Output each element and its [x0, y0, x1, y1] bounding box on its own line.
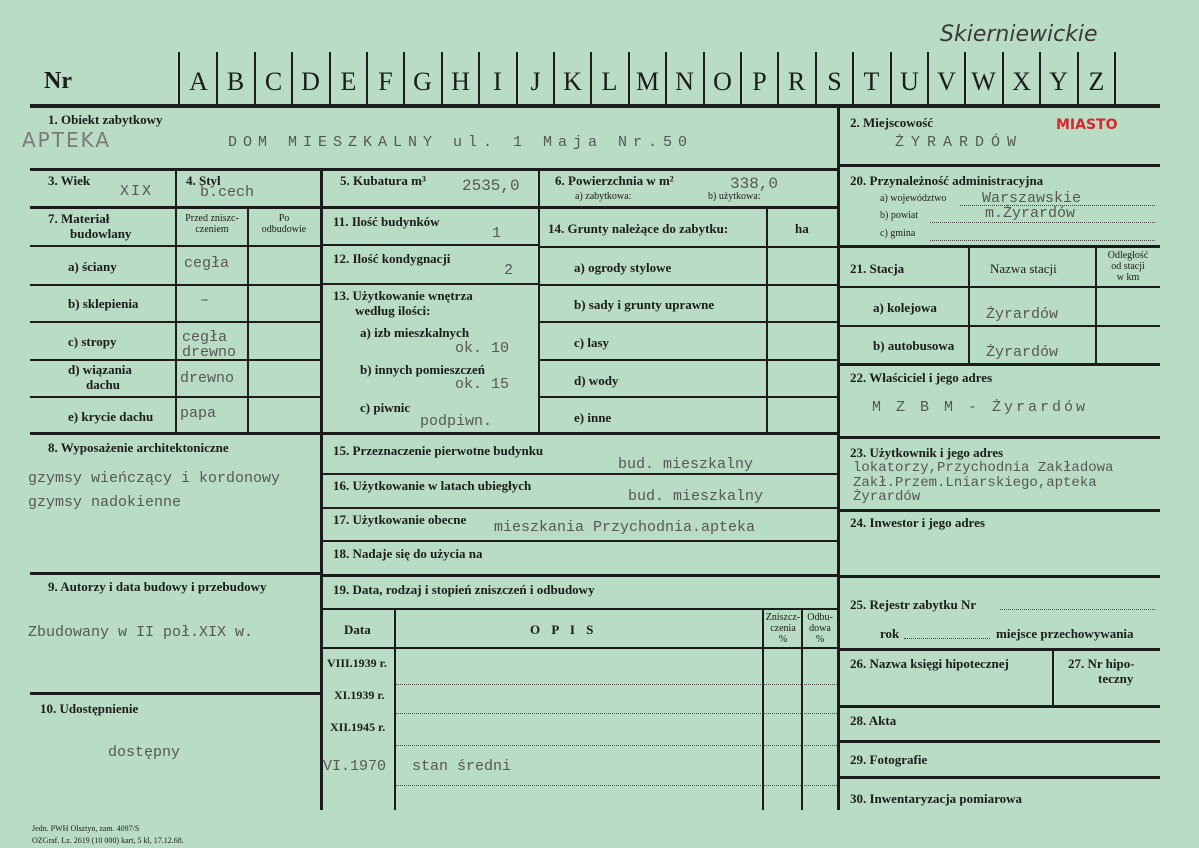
f14-row: b) sady i grunty uprawne — [574, 297, 715, 312]
f21-divider-1 — [968, 248, 970, 364]
f21-divider-2 — [1095, 248, 1097, 364]
f13-a-label: a) izb mieszkalnych — [360, 325, 470, 340]
f19-col-od-3: % — [815, 634, 825, 645]
f23-line-3: Żyrardów — [853, 489, 921, 505]
f19-row-date: VI.1970 — [323, 758, 387, 775]
f19-opis-divider — [762, 608, 764, 810]
f19-dotted-rule — [396, 684, 837, 685]
f7-row-rule — [30, 359, 320, 361]
f28-label: 28. Akta — [850, 713, 897, 728]
index-letter: T — [863, 67, 880, 96]
letter-divider — [703, 52, 705, 104]
f7-row-value: cegła — [184, 255, 230, 272]
f1-handwritten: APTEKA — [22, 128, 112, 152]
f7-col-before-1: Przed zniszc- — [185, 213, 239, 224]
f10-label: 10. Udostępnienie — [40, 701, 139, 716]
f3-label: 3. Wiek — [48, 173, 91, 188]
f7-label-2: budowlany — [70, 226, 132, 241]
letter-divider — [516, 52, 518, 104]
f19-dotted-rule — [396, 745, 837, 746]
f7-label-1: 7. Materiał — [48, 211, 110, 226]
letter-divider — [178, 52, 180, 104]
f7-row-label: d) wiązania — [68, 362, 132, 377]
f21-a-value: Żyrardów — [986, 306, 1059, 323]
f23-line-2: Zakł.Przem.Lniarskiego,apteka — [853, 475, 1097, 491]
f12-value: 2 — [504, 262, 514, 279]
f7-row-label-2: dachu — [86, 377, 120, 392]
index-letter: I — [493, 67, 502, 96]
f19-row-opis: stan średni — [412, 758, 512, 775]
footer-line-2: OZGraf. Lz. 2619 (10 000) kart, 5 kl, 17.12.68. — [32, 836, 184, 845]
f21-b-label: b) autobusowa — [873, 338, 955, 353]
f1-label: 1. Obiekt zabytkowy — [48, 112, 163, 127]
rule-below-f5 — [323, 206, 837, 209]
index-letter: Z — [1088, 67, 1105, 96]
f4-value: b.cech — [200, 184, 255, 201]
f7-row-label: a) ściany — [68, 259, 117, 274]
f21-label: 21. Stacja — [850, 261, 905, 276]
rule-below-f20 — [840, 245, 1160, 248]
f3-f4-divider — [175, 168, 177, 206]
f19-top-rule — [323, 608, 837, 610]
f8-line-1: gzymsy wieńczący i kordonowy — [28, 470, 281, 487]
column-divider-left — [320, 168, 323, 810]
f7-col-after — [249, 213, 319, 235]
f25-nr-dots — [1000, 609, 1155, 610]
f7-row-value: drewno — [180, 370, 235, 387]
index-letter: H — [451, 67, 470, 96]
rule-below-f11 — [323, 244, 538, 246]
f19-dotted-rule — [396, 713, 837, 714]
f20-a-label: a) województwo — [880, 193, 947, 204]
letter-divider — [329, 52, 331, 104]
f19-col-od-1: Odbu- — [807, 612, 833, 623]
f9-value: Zbudowany w II poł.XIX w. — [28, 624, 254, 641]
rule-below-f29 — [840, 776, 1160, 779]
f7-row-rule — [30, 321, 320, 323]
f1-value: DOM MIESZKALNY ul. 1 Maja Nr.50 — [228, 134, 694, 151]
index-letter: Y — [1049, 67, 1068, 96]
f14-row-rule — [540, 396, 837, 398]
f13-b-label: b) innych pomieszczeń — [360, 362, 485, 377]
f23-line-1: lokatorzy,Przychodnia Zakładowa — [853, 460, 1114, 476]
f20-label: 20. Przynależność administracyjna — [850, 173, 1044, 188]
f19-col-opis: O P I S — [530, 622, 598, 637]
f21-b-value: Żyrardów — [986, 344, 1059, 361]
f27-label-2: teczny — [1098, 671, 1134, 686]
letter-divider — [291, 52, 293, 104]
index-letter: S — [827, 67, 842, 96]
rule-below-f26 — [840, 705, 1160, 708]
letter-divider — [254, 52, 256, 104]
f19-col-zn-2: czenia — [770, 623, 796, 634]
f7-row-label: e) krycie dachu — [68, 409, 154, 424]
f13-c-value: podpiwn. — [420, 413, 493, 430]
f26-f27-divider — [1052, 651, 1054, 706]
f30-label: 30. Inwentaryzacja pomiarowa — [850, 791, 1022, 806]
f9-label: 9. Autorzy i data budowy i przebudowy — [48, 579, 267, 594]
f25-label: 25. Rejestr zabytku Nr — [850, 597, 977, 612]
f25-rok-dots — [904, 638, 990, 639]
index-letter: G — [413, 67, 432, 96]
letter-divider — [964, 52, 966, 104]
f14-unit: ha — [795, 221, 809, 236]
f19-label: 19. Data, rodzaj i stopień zniszczeń i odbudowy — [333, 582, 595, 597]
letter-divider — [927, 52, 929, 104]
rule-below-f16 — [323, 507, 837, 509]
letter-divider — [553, 52, 555, 104]
f19-row-date: XI.1939 r. — [334, 688, 385, 702]
f3-value: XIX — [120, 183, 154, 200]
f14-row: e) inne — [574, 410, 612, 425]
index-letter: K — [563, 67, 582, 96]
index-letter: D — [301, 67, 320, 96]
f19-dotted-rule — [396, 785, 837, 786]
f14-row: a) ogrody stylowe — [574, 260, 672, 275]
f18-label: 18. Nadaje się do użycia na — [333, 546, 483, 561]
f29-label: 29. Fotografie — [850, 752, 928, 767]
f15-label: 15. Przeznaczenie pierwotne budynku — [333, 443, 544, 458]
f22-label: 22. Właściciel i jego adres — [850, 370, 993, 385]
f4-label: 4. Styl — [186, 173, 221, 188]
letter-divider — [815, 52, 817, 104]
f14-row-rule — [540, 359, 837, 361]
rule-below-f23 — [840, 509, 1160, 512]
f7-header-rule — [30, 245, 320, 247]
rule-below-f9 — [30, 692, 320, 695]
rule-below-f22 — [840, 436, 1160, 439]
letter-divider — [852, 52, 854, 104]
f19-col-date: Data — [344, 622, 371, 637]
f17-value: mieszkania Przychodnia.apteka — [494, 519, 756, 536]
letter-divider — [1002, 52, 1004, 104]
rule-below-f8 — [30, 572, 320, 575]
f22-value: M Z B M - Żyrardów — [872, 399, 1089, 416]
f2-stamp: MIASTO — [1056, 117, 1118, 133]
f11-label: 11. Ilość budynków — [333, 214, 440, 229]
f21-col-dist-1: Odległość — [1107, 250, 1149, 261]
f21-col-name: Nazwa stacji — [990, 261, 1057, 276]
f5-value: 2535,0 — [462, 177, 520, 195]
f27-label-1: 27. Nr hipo- — [1068, 656, 1135, 671]
rule-below-f13 — [323, 432, 837, 435]
f20-b-dots — [930, 222, 1155, 223]
f6-a-label: a) zabytkowa: — [575, 191, 632, 202]
f14-row-rule — [540, 284, 837, 286]
index-letter: A — [189, 67, 208, 96]
f20-a-value: Warszawskie — [982, 190, 1082, 207]
letter-divider — [777, 52, 779, 104]
f7-row-label: c) stropy — [68, 334, 117, 349]
f13-c-label: c) piwnic — [360, 400, 411, 415]
rule-below-f21 — [840, 363, 1160, 366]
rule-below-f1 — [30, 168, 837, 171]
rule-below-f2 — [840, 164, 1160, 167]
f7-col-after-2: odbudowie — [261, 224, 307, 235]
f24-label: 24. Inwestor i jego adres — [850, 515, 985, 530]
f23-label: 23. Użytkownik i jego adres — [850, 445, 1004, 460]
letter-divider — [366, 52, 368, 104]
letter-divider — [890, 52, 892, 104]
rule-below-f7 — [30, 432, 320, 435]
nr-label: Nr — [44, 68, 72, 94]
index-letter: X — [1012, 67, 1031, 96]
f21-col-dist-2: od stacji — [1111, 261, 1145, 272]
index-letter: V — [937, 67, 956, 96]
f8-label: 8. Wyposażenie architektoniczne — [48, 440, 229, 455]
f19-date-divider — [394, 608, 396, 810]
f19-row-date: VIII.1939 r. — [327, 656, 387, 670]
letter-divider — [740, 52, 742, 104]
letter-divider — [1114, 52, 1116, 104]
f26-label: 26. Nazwa księgi hipotecznej — [850, 656, 1009, 671]
f19-col-zn-1: Zniszcz- — [765, 612, 801, 623]
index-letter: F — [378, 67, 393, 96]
f25-rok-label: rok — [880, 626, 900, 641]
f2-label: 2. Miejscowość — [850, 115, 934, 130]
index-letter: P — [752, 67, 767, 96]
letter-divider — [478, 52, 480, 104]
f6-label: 6. Powierzchnia w m² — [555, 173, 674, 188]
f14-label: 14. Grunty należące do zabytku: — [548, 221, 729, 236]
f14-header-rule — [540, 246, 837, 248]
f7-row-value-2: drewno — [182, 344, 237, 361]
index-letter: L — [601, 67, 618, 96]
index-letter: R — [787, 67, 806, 96]
rule-below-f17 — [323, 540, 837, 542]
f13-a-value: ok. 10 — [455, 340, 510, 357]
f7-row-value: – — [200, 292, 210, 309]
index-letter: E — [340, 67, 357, 96]
f16-label: 16. Użytkowanie w latach ubiegłych — [333, 478, 532, 493]
f7-row-value: cegła — [182, 329, 228, 346]
f19-zn-divider — [801, 608, 803, 810]
f19-row-date: XII.1945 r. — [330, 720, 386, 734]
f11-value: 1 — [492, 225, 502, 242]
f21-col-dist-3: w km — [1116, 272, 1140, 283]
index-letter: J — [530, 67, 541, 96]
f13-label-1: 13. Użytkowanie wnętrza — [333, 288, 473, 303]
f21-header-rule — [840, 286, 1160, 288]
index-letter: U — [900, 67, 919, 96]
f20-c-dots — [930, 240, 1155, 241]
letter-divider — [403, 52, 405, 104]
index-letter: N — [675, 67, 694, 96]
f19-col-zniszczenia — [764, 612, 802, 645]
f25-miejsce-label: miejsce przechowywania — [996, 626, 1134, 641]
letter-divider — [441, 52, 443, 104]
f20-b-value: m.Żyrardów — [985, 205, 1076, 222]
f19-col-od-2: dowa — [809, 623, 831, 634]
index-letter: W — [971, 67, 996, 96]
f12-label: 12. Ilość kondygnacji — [333, 251, 451, 266]
letter-divider — [1039, 52, 1041, 104]
f7-col-before-2: czeniem — [195, 224, 229, 235]
f19-col-zn-3: % — [778, 634, 788, 645]
footer-line-1: Jedn. PWH Olsztyn, zam. 4097/S — [32, 824, 140, 833]
letter-divider — [628, 52, 630, 104]
f7-row-rule — [30, 396, 320, 398]
f7-row-value: papa — [180, 405, 217, 422]
letter-divider — [590, 52, 592, 104]
rule-below-f12 — [323, 283, 538, 285]
f16-value: bud. mieszkalny — [628, 488, 764, 505]
f13-label-2: według ilości: — [355, 303, 431, 318]
f17-label: 17. Użytkowanie obecne — [333, 512, 467, 527]
index-letter: B — [226, 67, 245, 96]
index-letter: O — [713, 67, 732, 96]
f13-b-value: ok. 15 — [455, 376, 510, 393]
rule-below-f24 — [840, 575, 1160, 578]
f7-row-label: b) sklepienia — [68, 296, 139, 311]
rule-below-f28 — [840, 740, 1160, 743]
index-letter: M — [635, 67, 660, 96]
f5-label: 5. Kubatura m³ — [340, 173, 426, 188]
f2-value: ŻYRARDÓW — [895, 134, 1024, 151]
f6-b-label: b) użytkowa: — [708, 191, 761, 202]
f19-header-rule — [323, 647, 837, 649]
f20-c-label: c) gmina — [880, 228, 916, 239]
f14-row-rule — [540, 321, 837, 323]
f10-value: dostępny — [108, 744, 181, 761]
f21-a-label: a) kolejowa — [873, 300, 937, 315]
f14-row: d) wody — [574, 373, 619, 388]
handwritten-region-note: Skierniewickie — [940, 22, 1098, 47]
rule-below-f15 — [323, 473, 837, 475]
f6-value: 338,0 — [730, 175, 779, 193]
f19-col-odbudowa — [803, 612, 837, 645]
letter-divider — [1077, 52, 1079, 104]
f7-row-rule — [30, 284, 320, 286]
f21-col-dist — [1097, 250, 1159, 283]
letter-divider — [665, 52, 667, 104]
f8-line-2: gzymsy nadokienne — [28, 494, 182, 511]
f7-col-after-1: Po — [278, 213, 290, 224]
f7-col-before — [178, 213, 246, 235]
rule-below-f18 — [323, 574, 837, 577]
rule-below-f25 — [840, 648, 1160, 651]
index-letter: C — [264, 67, 283, 96]
f21-row-rule — [840, 325, 1160, 327]
f15-value: bud. mieszkalny — [618, 456, 754, 473]
letter-divider — [216, 52, 218, 104]
header-rule — [30, 104, 1160, 108]
f14-row: c) lasy — [574, 335, 610, 350]
f20-b-label: b) powiat — [880, 210, 919, 221]
